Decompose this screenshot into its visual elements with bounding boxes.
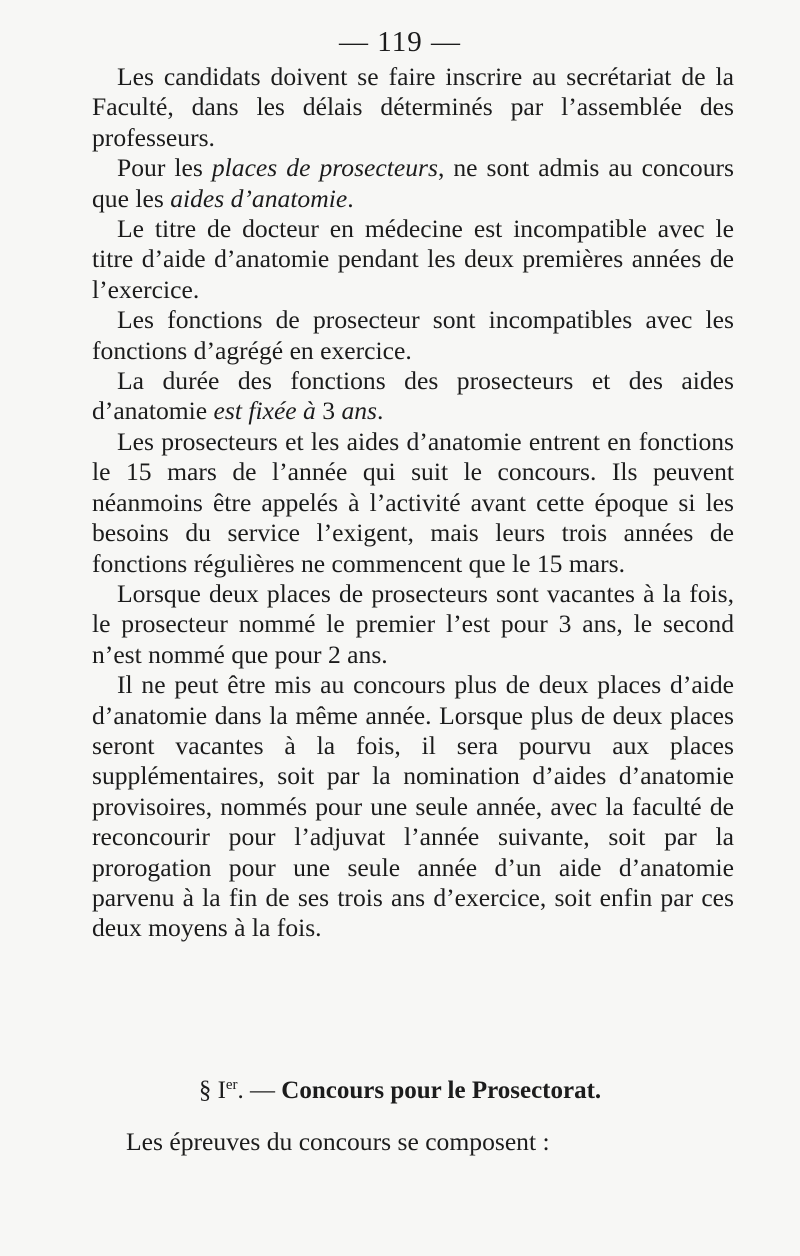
paragraph-7 bbox=[92, 579, 734, 670]
section-prefix: § I bbox=[198, 1077, 226, 1104]
main-text bbox=[92, 62, 734, 944]
paragraph-2-text-3: . bbox=[347, 183, 354, 213]
paragraph-1-text: Les candidats doivent se faire inscrire au secrétariat de la Faculté, dans les délais déterminés par l’assemblée des professeurs. bbox=[92, 62, 734, 152]
paragraph-5-text-2: 3 bbox=[315, 396, 342, 426]
paragraph-6-text: Les prosecteurs et les aides d’anatomie entrent en fonctions le 15 mars de l’année qui suit le concours. Ils peuvent néanmoins être appelés à l’activité avant cette époque si les besoins du service l’exigent, mais leurs trois années de fonctions régulières ne commencent que le 15 mars. bbox=[92, 426, 734, 578]
paragraph-2-italic-1: places de prosecteurs bbox=[211, 153, 438, 183]
section-heading bbox=[0, 1068, 800, 1108]
section-superscript: er bbox=[225, 1077, 238, 1093]
paragraph-2 bbox=[92, 153, 734, 214]
paragraph-3-text: Le titre de docteur en médecine est incompatible avec le titre d’aide d’anatomie pendant les deux premières années de l’exercice. bbox=[92, 214, 734, 304]
paragraph-8 bbox=[92, 670, 734, 944]
paragraph-4 bbox=[92, 305, 734, 366]
page-number: — 119 — bbox=[339, 26, 461, 58]
paragraph-2-italic-2: aides d’anatomie bbox=[170, 183, 348, 213]
paragraph-3 bbox=[92, 214, 734, 305]
paragraph-1 bbox=[92, 62, 734, 153]
section-separator: . — bbox=[237, 1077, 282, 1104]
paragraph-6 bbox=[92, 427, 734, 579]
final-line: Les épreuves du concours se composent : bbox=[126, 1127, 550, 1156]
paragraph-2-text-2: , ne sont admis au concours que les bbox=[92, 153, 734, 213]
paragraph-5-italic-2: ans bbox=[341, 396, 378, 426]
paragraph-4-text: Les fonctions de prosecteur sont incompatibles avec les fonctions d’agrégé en exercice. bbox=[92, 305, 734, 365]
section-title: Concours pour le Prosectorat. bbox=[281, 1077, 602, 1104]
paragraph-8-text: Il ne peut être mis au concours plus de deux places d’aide d’anatomie dans la même année. Lorsque plus de deux places seront vacantes à la fois, il sera pourvu aux places supplémentaires, soit par la nomination d’aides d’anatomie provisoires, nommés pour une seule année, avec la faculté de reconcourir pour l’adjuvat l’année suivante, soit par la prorogation pour une seule année d’un aide d’anatomie parvenu à la fin de ses trois ans d’exercice, soit enfin par ces deux moyens à la fois. bbox=[92, 670, 734, 943]
paragraph-2-text-1: Pour les bbox=[117, 153, 212, 183]
paragraph-5-italic-1: est fixée à bbox=[213, 396, 316, 426]
paragraph-5 bbox=[92, 366, 734, 427]
paragraph-5-text-1: La durée des fonctions des prosecteurs et des aides d’anatomie bbox=[92, 366, 734, 426]
paragraph-5-text-3: . bbox=[377, 396, 384, 426]
paragraph-7-text: Lorsque deux places de prosecteurs sont vacantes à la fois, le prosecteur nommé le premier l’est pour 3 ans, le second n’est nommé que pour 2 ans. bbox=[92, 578, 734, 669]
